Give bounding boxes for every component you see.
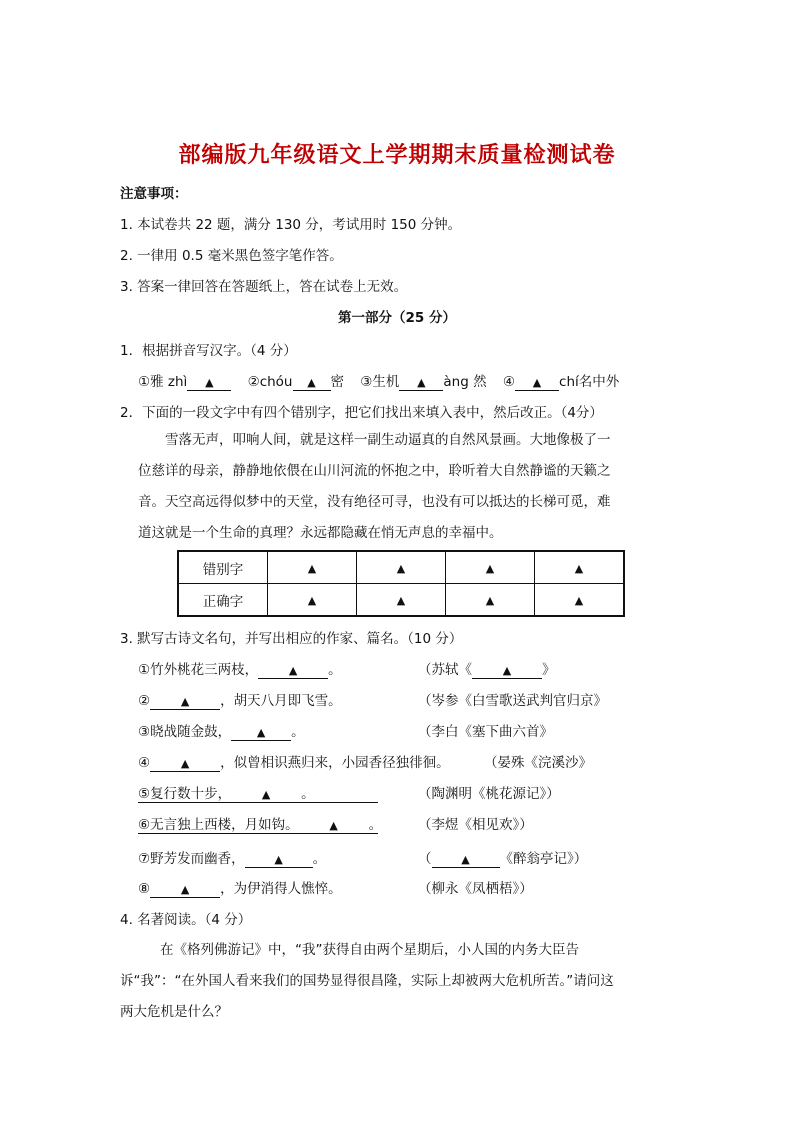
q3-blank-4[interactable] <box>150 756 220 772</box>
answer-mark: ▲ <box>261 788 271 801</box>
q3-source-7-pre: （ <box>418 851 432 867</box>
q3-source-1-pre: （苏轼《 <box>418 662 472 678</box>
answer-mark: ▲ <box>574 593 584 607</box>
answer-mark: ▲ <box>256 726 266 739</box>
q3-source-5: （陶渊明《桃花源记》） <box>418 786 560 802</box>
q1-stem: 1．根据拼音写汉字。（4 分） <box>120 343 297 359</box>
answer-mark: ▲ <box>485 561 495 575</box>
q1-blank-4[interactable] <box>515 375 559 391</box>
q3-line-8-end: ，为伊消得人憔悴。 <box>220 881 342 897</box>
answer-mark: ▲ <box>274 853 283 866</box>
q1-blank-1[interactable] <box>187 375 231 391</box>
table-cell[interactable] <box>357 584 446 617</box>
q3-line-8 <box>138 877 342 898</box>
q1-item1-pre: ①雅 zhì <box>138 374 188 390</box>
answer-mark: ▲ <box>307 376 316 389</box>
typo-table <box>177 550 625 617</box>
q3-line-2-end: ，胡天八月即飞雪。 <box>220 693 342 709</box>
q1-item3-post: àng 然 <box>443 374 487 390</box>
q1-blank-3[interactable] <box>399 375 443 391</box>
page-title: 部编版九年级语文上学期期末质量检测试卷 <box>178 142 616 168</box>
part-title: 第一部分（25 分） <box>338 310 456 326</box>
answer-mark: ▲ <box>417 376 426 389</box>
q4-text-body: 在《格列佛游记》中，“我”获得自由两个星期后，小人国的内务大臣告诉“我”：“在外国人看来我们的国势显得很昌隆，实际上却被两大危机所苦。”请问这两大危机是什么？ <box>120 942 614 1020</box>
q3-line-7-end: 。 <box>312 851 327 867</box>
q3-line-7-text: ⑦野芳发而幽香， <box>138 851 245 867</box>
table-cell[interactable] <box>446 584 535 617</box>
answer-mark: ▲ <box>205 376 214 389</box>
table-cell[interactable] <box>535 584 625 617</box>
q3-line-6-end: 。 <box>368 817 383 833</box>
answer-mark: ▲ <box>180 883 190 896</box>
table-row <box>178 551 624 584</box>
answer-mark: ▲ <box>532 376 542 389</box>
notice-heading: 注意事项： <box>120 186 188 202</box>
q3-blank-7[interactable] <box>245 852 313 868</box>
q3-line-8-text: ⑧ <box>138 881 151 897</box>
answer-mark: ▲ <box>485 593 495 607</box>
answer-mark: ▲ <box>502 664 512 677</box>
q3-blank-6[interactable] <box>299 817 369 833</box>
q3-line-4-end: ，似曾相识燕归来，小园香径独徘徊。 <box>220 755 450 771</box>
q3-blank-3[interactable] <box>231 725 291 741</box>
q4-text <box>120 935 618 1028</box>
notice-item-3: 3. 答案一律回答在答题纸上，答在试卷上无效。 <box>120 279 408 295</box>
q3-source-blank-7[interactable] <box>432 852 500 868</box>
answer-mark: ▲ <box>396 593 406 607</box>
answer-mark: ▲ <box>307 561 317 575</box>
q3-source-blank-1[interactable] <box>472 663 542 679</box>
q1-items <box>138 370 619 391</box>
q3-source-4: （晏殊《浣溪沙》 <box>484 755 592 771</box>
q3-line-6-text: ⑥无言独上西楼，月如钩。 <box>138 817 299 833</box>
q3-line-4 <box>138 751 450 772</box>
answer-mark: ▲ <box>461 853 470 866</box>
q3-line-3 <box>138 720 305 741</box>
answer-mark: ▲ <box>574 561 584 575</box>
q3-line-2 <box>138 689 342 710</box>
q1-item2-pre: ②chóu <box>247 374 293 390</box>
q3-line-1 <box>138 658 342 679</box>
q1-item3-pre: ③生机 <box>360 374 400 390</box>
q3-source-1-post: 》 <box>542 662 556 678</box>
notice-item-1: 1. 本试卷共 22 题，满分 130 分，考试用时 150 分钟。 <box>120 217 462 233</box>
q3-line-7 <box>138 847 326 868</box>
q4-stem: 4. 名著阅读。（4 分） <box>120 912 252 928</box>
q1-item4-pre: ④ <box>502 374 516 390</box>
q3-line-5-text: ⑤复行数十步， <box>138 786 232 802</box>
answer-mark: ▲ <box>288 664 298 677</box>
q1-item4-post: chí名中外 <box>559 374 620 390</box>
answer-mark: ▲ <box>396 561 406 575</box>
q3-stem: 3. 默写古诗文名句，并写出相应的作家、篇名。（10 分） <box>120 631 463 647</box>
q3-line-3-text: ③晓战随金鼓， <box>138 724 232 740</box>
q3-source-8: （柳永《凤栖梧》） <box>418 881 533 897</box>
q3-line-4-text: ④ <box>138 755 151 771</box>
table-cell[interactable] <box>268 584 357 617</box>
q3-line-6 <box>138 813 383 834</box>
notice-item-2: 2. 一律用 0.5 毫米黑色签字笔作答。 <box>120 248 343 264</box>
q3-line-3-end: 。 <box>291 724 305 740</box>
q3-source-7-post: 《醉翁亭记》） <box>499 851 588 867</box>
answer-mark: ▲ <box>307 593 317 607</box>
q3-line-1-text: ①竹外桃花三两枝， <box>138 662 259 678</box>
q3-blank-1[interactable] <box>258 663 328 679</box>
q3-source-6: （李煜《相见欢》） <box>418 817 533 833</box>
q2-passage <box>138 425 618 549</box>
row-label: 正确字 <box>178 584 268 617</box>
q3-source-7 <box>418 847 587 868</box>
q3-blank-8[interactable] <box>150 882 220 898</box>
q2-passage-text: 雪落无声，叩响人间，就是这样一副生动逼真的自然风景画。大地像极了一位慈详的母亲，静静地依偎在山川河流的怀抱之中，聆听着大自然静谧的天籁之音。天空高远得似梦中的天堂，没有绝径可寻，也没有可以抵达的长梯可觅，难道这就是一个生命的真理？永远都隐藏在悄无声息的幸福中。 <box>138 432 611 541</box>
q3-line-2-text: ② <box>138 693 151 709</box>
q3-source-3: （李白《塞下曲六首》 <box>418 724 553 740</box>
q3-line-1-end: 。 <box>328 662 342 678</box>
answer-mark: ▲ <box>180 695 190 708</box>
q3-line-5 <box>138 782 378 803</box>
q3-source-2: （岑参《白雪歌送武判官归京》 <box>418 693 607 709</box>
q3-source-1 <box>418 658 556 679</box>
row-label: 错别字 <box>178 551 268 584</box>
q1-item2-post: 密 <box>330 374 344 390</box>
table-row <box>178 584 624 617</box>
answer-mark: ▲ <box>329 819 338 832</box>
q1-blank-2[interactable] <box>293 375 331 391</box>
table-cell[interactable] <box>357 551 446 584</box>
q2-stem: 2．下面的一段文字中有四个错别字，把它们找出来填入表中，然后改正。（4分） <box>120 405 603 421</box>
q3-blank-2[interactable] <box>150 694 220 710</box>
answer-mark: ▲ <box>180 757 190 770</box>
table-cell[interactable] <box>535 551 625 584</box>
q3-blank-5[interactable] <box>231 786 301 802</box>
table-cell[interactable] <box>446 551 535 584</box>
q3-line-5-end: 。 <box>301 786 315 802</box>
table-cell[interactable] <box>268 551 357 584</box>
